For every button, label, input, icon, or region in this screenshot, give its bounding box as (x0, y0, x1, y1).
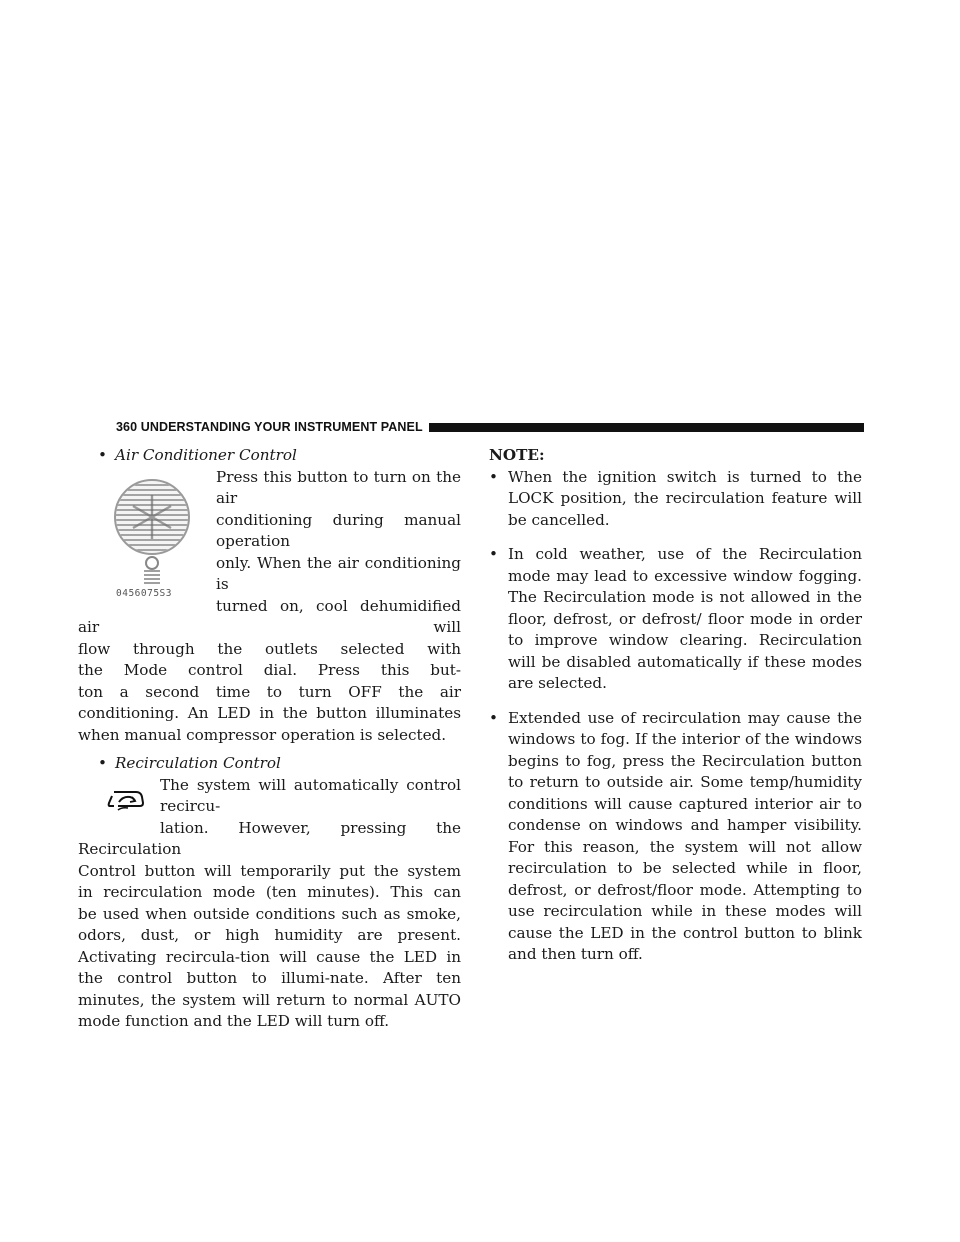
recirc-line: The system will automatically control recircu- (160, 775, 461, 815)
recirc-heading (78, 753, 461, 775)
ac-line: only. When the air conditioning is (216, 553, 461, 593)
recirc-section (78, 775, 461, 1033)
recirc-line: Control button will temporarily put the system (78, 861, 461, 880)
page-header (116, 419, 864, 435)
image-code: 0456075S3 (116, 587, 172, 599)
note-text: Extended use of recirculation may cause the windows to fog. If the interior of the windows begins to fog, press the Recirculation button to return to outside air. Some temp/humidity conditions will cause captured interior air to condense on windows and hamper visibility. For this reason, the system will not allow recirculation to be selected while in floor, defrost, or defrost/floor mode. Attempting to use recirculation while in these modes will cause the LED in the control button to blink and then turn off. (508, 708, 862, 963)
bullet: • (489, 467, 498, 486)
list-item (489, 467, 862, 532)
recirc-tail: be used when outside conditions such as smoke, odors, dust, or high humidity are present. Activating recircula-tion will cause the LED in the control button to illumi-nate. After ten minutes, the system will return to normal AUTO mode function and the LED will turn off. (78, 904, 461, 1030)
left-column (78, 445, 461, 1033)
bullet: • (489, 545, 498, 563)
ac-line: Press this button to turn on the air (216, 467, 461, 507)
ac-title: Air Conditioner Control (115, 446, 297, 464)
ac-line: turned on, cool dehumidified air will (78, 596, 461, 636)
recirc-line: in recirculation mode (ten minutes). This can (78, 883, 461, 901)
page-number: 360 (116, 420, 138, 434)
spacer (78, 746, 461, 753)
ac-line: the Mode control dial. Press this but- (78, 661, 461, 679)
note-text: When the ignition switch is turned to the LOCK position, the recirculation feature will be cancelled. (508, 467, 862, 529)
right-column (489, 445, 862, 979)
note-text: In cold weather, use of the Recirculation mode may lead to excessive window fogging. The Recirculation mode is not allowed in the floor, defrost, or defrost/ floor mode in order to improve window clearing. Recirculation will be disabled automatically if these modes are selected. (508, 545, 862, 692)
bullet: • (489, 708, 498, 727)
ac-section (78, 467, 461, 747)
header-rule (429, 423, 864, 432)
note-title: NOTE: (489, 446, 545, 464)
ac-line: conditioning during manual operation (216, 510, 461, 550)
section-title: UNDERSTANDING YOUR INSTRUMENT PANEL (140, 420, 423, 434)
note-list (489, 467, 862, 966)
ac-line: ton a second time to turn OFF the air (78, 682, 461, 701)
bullet: • (98, 446, 107, 464)
list-item (489, 708, 862, 966)
recirc-line: lation. However, pressing the Recirculation (78, 818, 461, 858)
recirc-title: Recirculation Control (115, 754, 281, 772)
ac-heading (78, 445, 461, 467)
list-item (489, 544, 862, 695)
header-text (116, 420, 429, 434)
recirculation-car-icon (78, 775, 160, 821)
bullet: • (98, 754, 107, 772)
ac-tail: conditioning. An LED in the button illuminates when manual compressor operation is selected. (78, 704, 461, 744)
air-conditioner-snowflake-icon (78, 467, 210, 603)
ac-line: flow through the outlets selected with (78, 639, 461, 658)
